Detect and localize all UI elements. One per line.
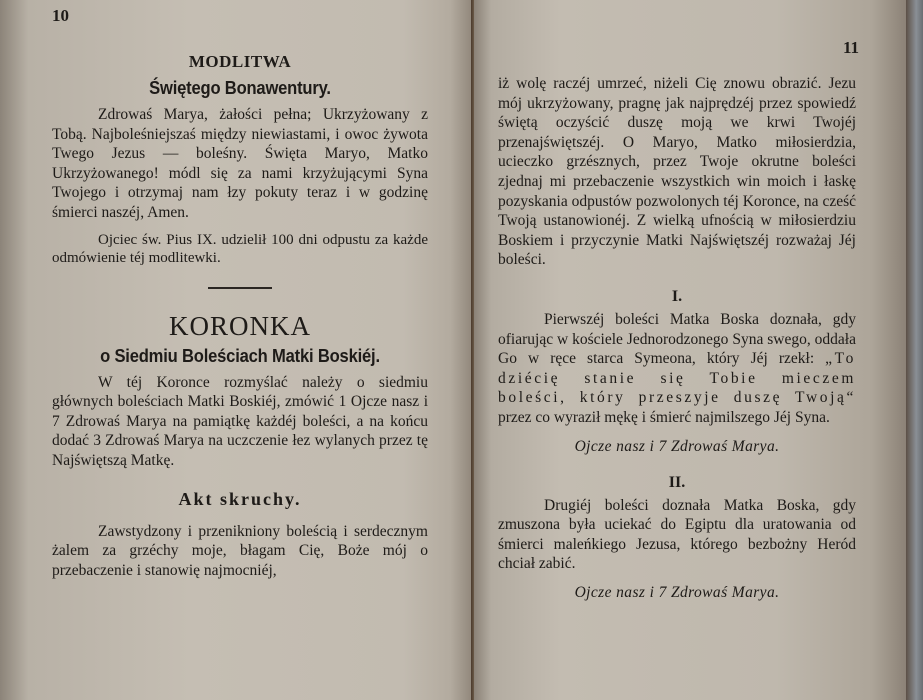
modlitwa-subtitle: Świętego Bonawentury.: [149, 78, 331, 98]
section-numeral: I.: [671, 287, 683, 305]
section-divider: [208, 287, 272, 289]
refrain: Ojcze nasz i 7 Zdrowaś Marya.: [574, 583, 780, 601]
modlitwa-text: Zdrowaś Marya, żałości pełna; Ukrzyżowany z Tobą. Najboleśniejszaś między niewiastami, i owoc żywota Twego Jezus — boleśny. Święta Maryo, Matko Ukrzyżowanego! módl się za nami krzyżującymi Syna Twojego i otrzymaj nam łzy pokuty teraz i w godzinę śmierci naszéj, Amen.: [52, 106, 428, 221]
section-text: [498, 310, 856, 428]
section-text-before: Pierwszéj boleści Matka Boska doznała, gdy ofiarując w kościele Jednorodzonego Syna swego, oddała Go w ręce starca Symeona, który Jéj rzekł:: [498, 310, 856, 368]
book-edge: [906, 0, 923, 700]
modlitwa-title: MODLITWA: [188, 52, 292, 71]
right-page: [474, 0, 906, 700]
right-page-content: [498, 74, 856, 602]
koronka-text: W téj Koronce rozmyślać należy o siedmiu głównych boleściach Matki Boskiéj, zmówić 1 Ojcze nasz i 7 Zdrowaś Marya na pamiątkę każdéj boleści, a na końcu dodać 3 Zdrowaś Marya na uczczenie łez wylanych przez tę Najświętszą Matkę.: [52, 373, 428, 469]
koronka-title: KORONKA: [169, 310, 311, 341]
akt-text: Zawstydzony i przenikniony boleścią i serdecznym żalem za grzéchy moje, błagam Cię, Boże mój o przebaczenie i stanowię najmocniéj,: [52, 522, 428, 579]
symeon-quote: „To dziécię stanie się Tobie mieczem boleści, który przeszyje duszę Twoją“: [498, 350, 856, 407]
left-page-content: [52, 52, 428, 580]
continuation-text: iż wolę raczéj umrzeć, niżeli Cię znowu obrazić. Jezu mój ukrzyżowany, pragnę jak najprędzéj przez spowiedź świętą oczyścić duszę moją we krwi Twojéj przenajświętszéj. O Maryo, Matko miłosierdzia, ucieczko grzésznych, przez Twoje okrutne boleści zjednaj mi przebaczenie wszystkich win moich i łaskę pozyskania odpustów pozwolonych téj Koronce, na cześć Twoją ustanowionéj. Z wielką ufnością w miłosierdziu Boskiem i przyczynie Matki Najświętszéj rozważaj Jéj boleści.: [498, 75, 856, 269]
page-number: 11: [843, 38, 860, 57]
indulgence-note: Ojciec św. Pius IX. udzielił 100 dni odpustu za każde odmówienie téj modlitewki.: [52, 231, 428, 266]
section-numeral: II.: [668, 473, 686, 491]
page-number: 10: [52, 6, 69, 25]
akt-title: Akt skruchy.: [178, 488, 302, 509]
section-text-after: przez co wyraził mękę i śmierć najmilszego Jéj Syna.: [498, 408, 830, 426]
refrain: Ojcze nasz i 7 Zdrowaś Marya.: [574, 437, 780, 455]
koronka-subtitle: o Siedmiu Boleściach Matki Boskiéj.: [100, 345, 380, 366]
section-text: Drugiéj boleści doznała Matka Boska, gdy zmuszona była uciekać do Egiptu dla uratowania od śmierci maleńkiego Jezusa, którego bezbożny Heród chciał zabić.: [498, 496, 856, 573]
